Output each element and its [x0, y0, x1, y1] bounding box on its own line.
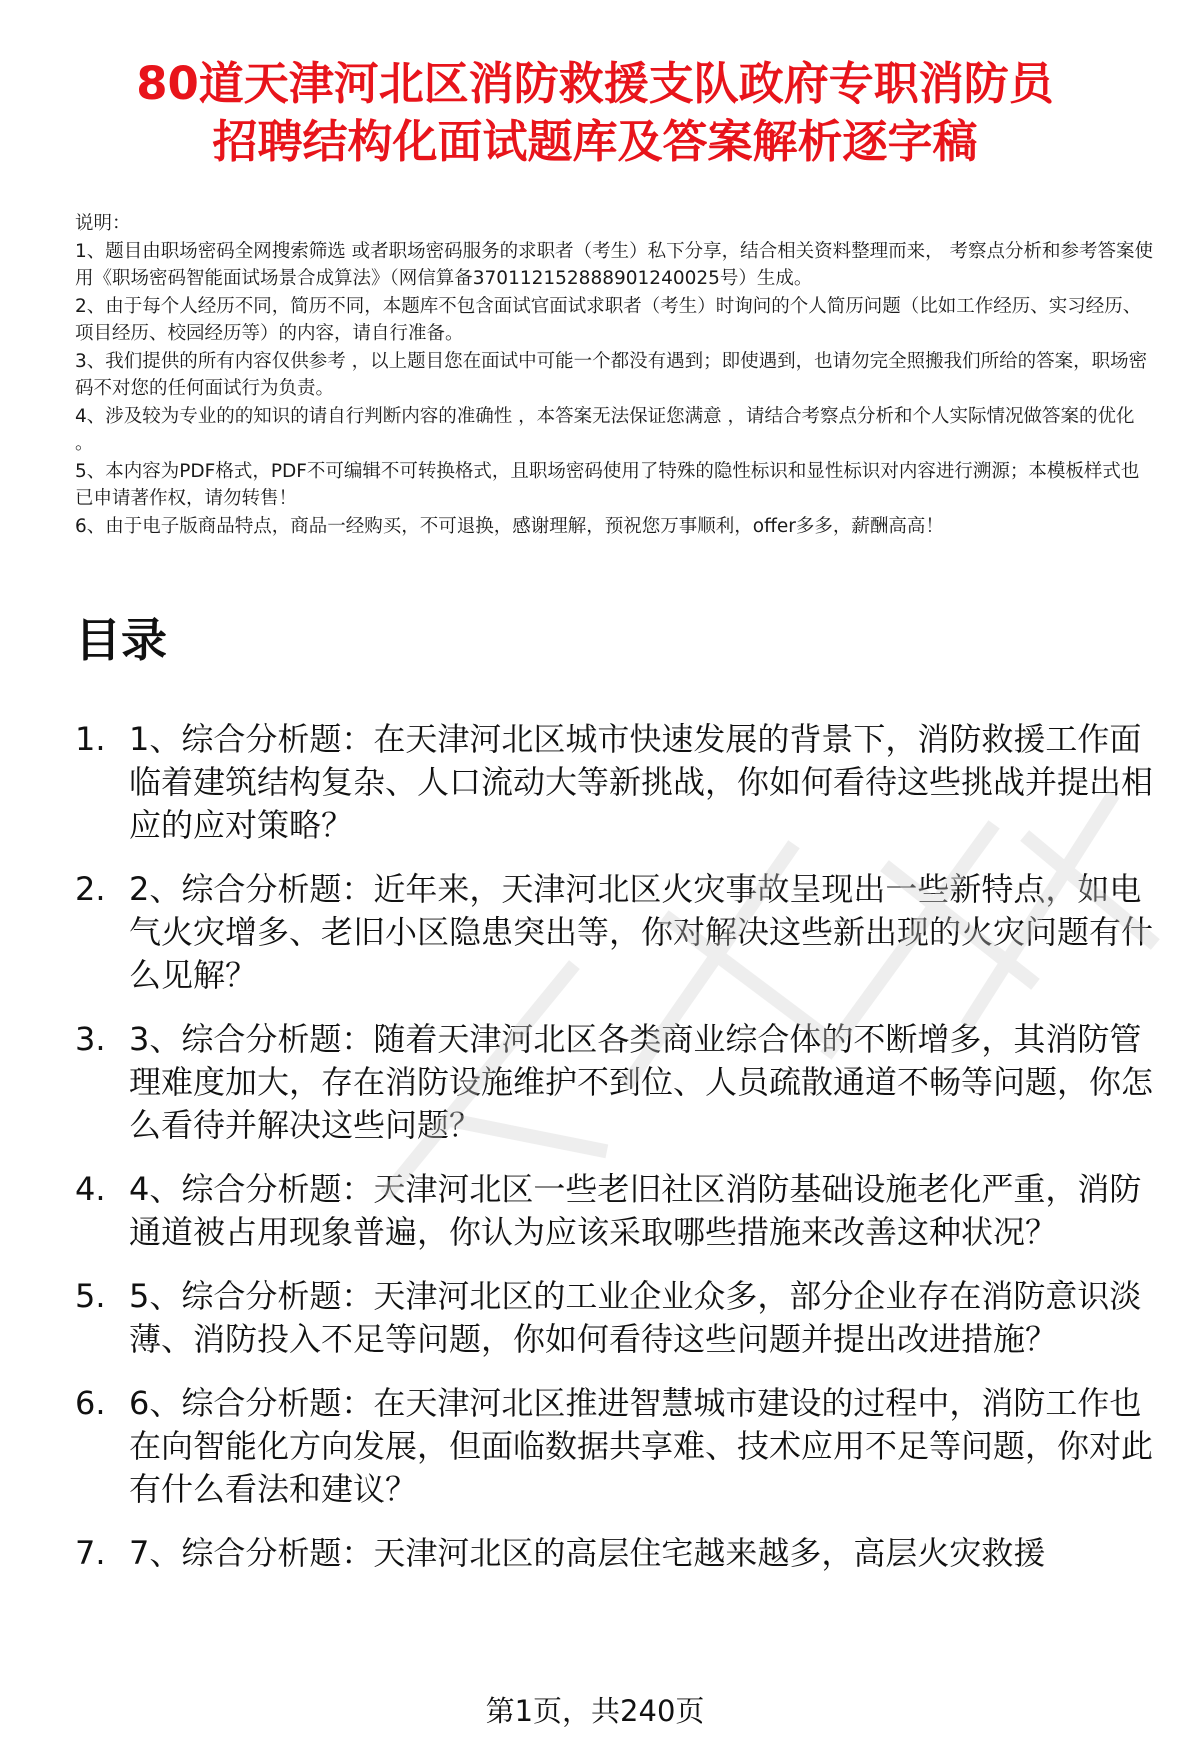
toc-item-number: 6. [75, 1384, 106, 1422]
toc-item[interactable] [75, 1018, 1170, 1147]
toc-item-number: 5. [75, 1277, 106, 1315]
title-line-1: 80道天津河北区消防救援支队政府专职消防员 [136, 57, 1054, 110]
toc-item-text: 2、综合分析题：近年来，天津河北区火灾事故呈现出一些新特点，如电气火灾增多、老旧小区隐患突出等，你对解决这些新出现的火灾问题有什么见解？ [129, 870, 1154, 994]
toc-item-text: 4、综合分析题：天津河北区一些老旧社区消防基础设施老化严重，消防通道被占用现象普遍，你认为应该采取哪些措施来改善这种状况？ [129, 1170, 1142, 1251]
toc-item-text: 6、综合分析题：在天津河北区推进智慧城市建设的过程中，消防工作也在向智能化方向发展，但面临数据共享难、技术应用不足等问题，你对此有什么看法和建议？ [129, 1384, 1154, 1508]
toc-list [75, 718, 1170, 1596]
toc-item-number: 3. [75, 1020, 106, 1058]
toc-item[interactable] [75, 1168, 1170, 1254]
document-title [60, 55, 1130, 171]
note-item: 6、由于电子版商品特点，商品一经购买，不可退换，感谢理解，预祝您万事顺利，offer多多，薪酬高高！ [75, 515, 944, 537]
notes-section [75, 210, 1155, 540]
title-line-2: 招聘结构化面试题库及答案解析逐字稿 [212, 115, 978, 168]
note-item: 4、涉及较为专业的的知识的请自行判断内容的准确性 ，本答案无法保证您满意 ，请结合考察点分析和个人实际情况做答案的优化 。 [75, 405, 1135, 454]
toc-item[interactable] [75, 1532, 1170, 1575]
note-item: 2、由于每个人经历不同，简历不同，本题库不包含面试官面试求职者（考生）时询问的个人简历问题（比如工作经历、实习经历、项目经历、校园经历等）的内容，请自行准备。 [75, 295, 1142, 344]
note-item: 3、我们提供的所有内容仅供参考 ，以上题目您在面试中可能一个都没有遇到；即使遇到，也请勿完全照搬我们所给的答案，职场密码不对您的任何面试行为负责。 [75, 350, 1148, 399]
page-footer: 第1页，共240页 [485, 1694, 705, 1728]
note-item: 1、题目由职场密码全网搜索筛选 或者职场密码服务的求职者（考生）私下分享，结合相关资料整理而来， 考察点分析和参考答案使用《职场密码智能面试场景合成算法》（网信算备370112152888901240025号）生成。 [75, 240, 1154, 289]
toc-item-text: 5、综合分析题：天津河北区的工业企业众多，部分企业存在消防意识淡薄、消防投入不足等问题，你如何看待这些问题并提出改进措施？ [129, 1277, 1142, 1358]
toc-heading: 目录 [75, 613, 167, 667]
notes-heading: 说明： [75, 213, 131, 234]
toc-item-number: 1. [75, 720, 106, 758]
toc-item[interactable] [75, 868, 1170, 997]
toc-item[interactable] [75, 718, 1170, 847]
note-item: 5、本内容为PDF格式，PDF不可编辑不可转换格式，且职场密码使用了特殊的隐性标识和显性标识对内容进行溯源；本模板样式也已申请著作权，请勿转售！ [75, 460, 1140, 509]
toc-item-number: 7. [75, 1534, 106, 1572]
toc-item-text: 1、综合分析题：在天津河北区城市快速发展的背景下，消防救援工作面临着建筑结构复杂、人口流动大等新挑战，你如何看待这些挑战并提出相应的应对策略？ [129, 720, 1154, 844]
toc-item-text: 7、综合分析题：天津河北区的高层住宅越来越多，高层火灾救援 [129, 1534, 1046, 1572]
toc-item[interactable] [75, 1275, 1170, 1361]
toc-item[interactable] [75, 1382, 1170, 1511]
toc-item-text: 3、综合分析题：随着天津河北区各类商业综合体的不断增多，其消防管理难度加大，存在消防设施维护不到位、人员疏散通道不畅等问题，你怎么看待并解决这些问题？ [129, 1020, 1154, 1144]
toc-item-number: 4. [75, 1170, 106, 1208]
toc-item-number: 2. [75, 870, 106, 908]
